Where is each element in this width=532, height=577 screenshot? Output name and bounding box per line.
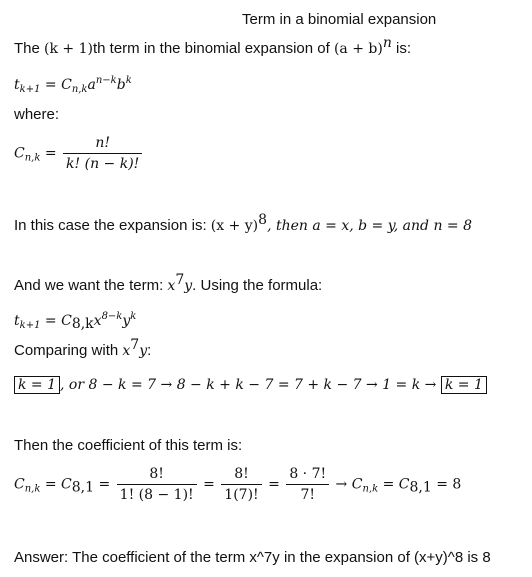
solve-k-line: k = 1 , or 8 − k = 7 → 8 − k + k − 7 = 7 + k − 7 → 1 = k → k = 1 — [14, 375, 487, 395]
answer-line: Answer: The coefficient of the term x^7y in the expansion of (x+y)^8 is 8 — [14, 549, 491, 566]
boxed-result: k = 1 — [14, 376, 60, 394]
page-title: Term in a binomial expansion — [242, 11, 437, 28]
specific-term-formula: $t_{k+1} = C_{8,k}x^{8-k}y^k$ — [14, 311, 137, 332]
binomial-coefficient-definition: $C_{n,k}$ = $\frac{n!}{k! (n - k)!}$ — [14, 133, 144, 174]
coefficient-intro: Then the coefficient of this term is: — [14, 437, 243, 454]
where-label: where: — [14, 106, 60, 123]
intro-line: The (k + 1)th term in the binomial expansion of $(a + b)^n$ is: — [14, 35, 412, 57]
boxed-result: k = 1 — [441, 376, 487, 394]
want-term-line: And we want the term: $x^7y$. Using the formula: — [14, 272, 323, 294]
general-term-formula: $t_{k+1} = C_{n,k}a^{n-k}b^k$ — [14, 75, 132, 95]
comparing-line: Comparing with $x^7y$: — [14, 337, 152, 359]
coefficient-computation: $C_{n,k} = C_{8,1}$ = $\frac{8!}{1! (8 - 1)!}$ = $\frac{8!}{1(7)!}$ = $\frac{8 \cdot 7!}{7!}$ → $C_{n,k} = C_{8,1} = 8$ — [14, 466, 462, 503]
case-line: In this case the expansion is: $(x + y)^8$, then a = x, b = y, and n = 8 — [14, 212, 473, 234]
